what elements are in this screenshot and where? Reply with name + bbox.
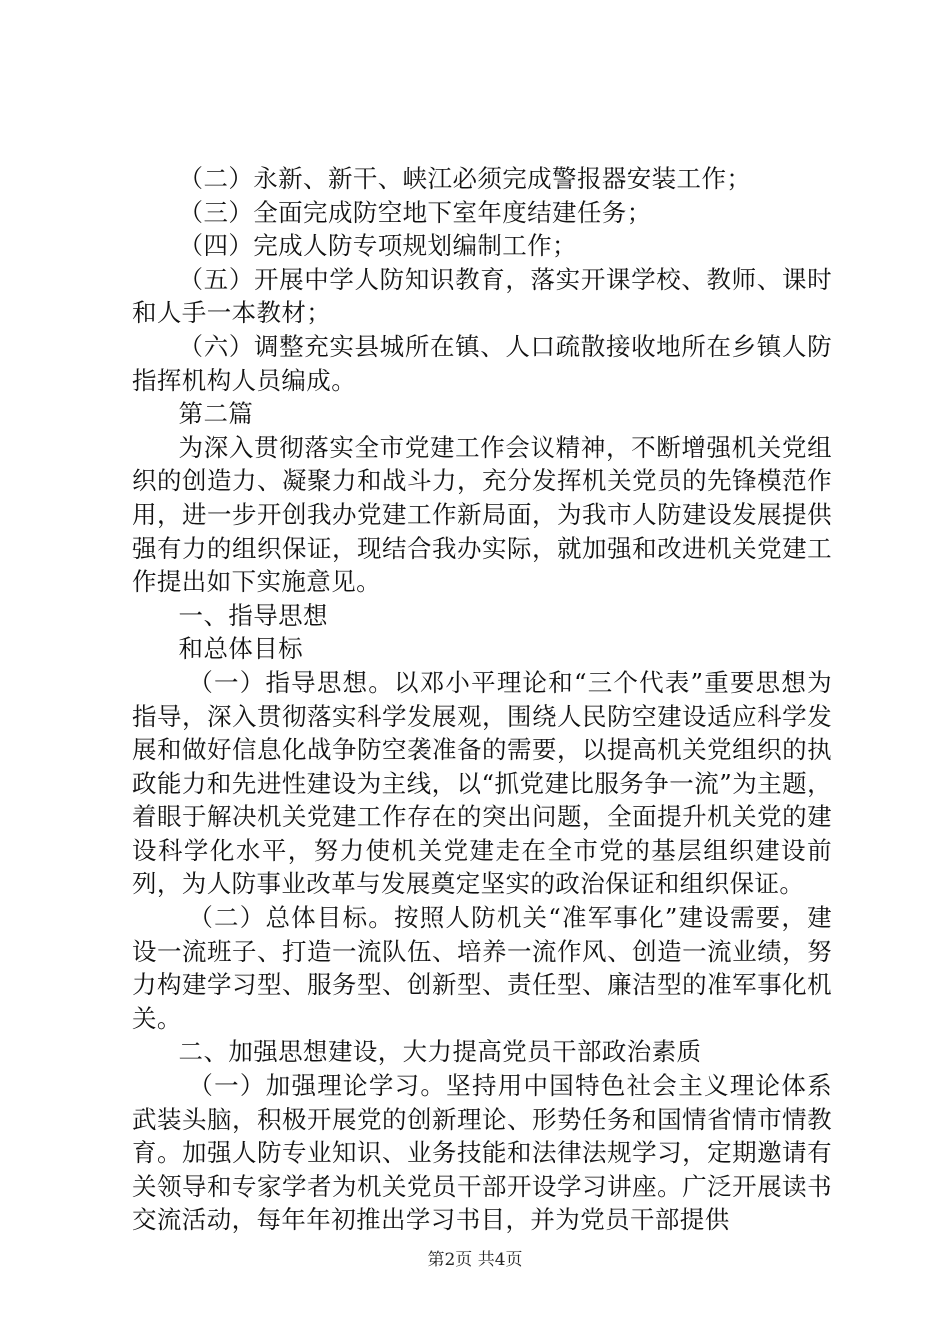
intro-paragraph: 为深入贯彻落实全市党建工作会议精神，不断增强机关党组织的创造力、凝聚力和战斗力，充分发挥机关党员的先锋模范作用，进一步开创我办党建工作新局面，为我市人防建设发展提供强有力的组织保证，现结合我办实际，就加强和改进机关党建工作提出如下实施意见。 xyxy=(132,432,832,597)
paragraph-guiding-thought: （一）指导思想。以邓小平理论和“三个代表”重要思想为指导，深入贯彻落实科学发展观，围绕人民防空建设适应科学发展和做好信息化战争防空袭准备的需要，以提高机关党组织的执政能力和先进性建设为主线，以“抓党建比服务争一流”为主题，着眼于解决机关党建工作存在的突出问题，全面提升机关党的建设科学化水平，努力使机关党建走在全市党的基层组织建设前列，为人防事业改革与发展奠定坚实的政治保证和组织保证。 xyxy=(132,667,832,899)
document-body xyxy=(132,162,832,1237)
paragraph-item-3: （三）全面完成防空地下室年度结建任务； xyxy=(178,197,652,227)
paragraph-item-2: （二）永新、新干、峡江必须完成警报器安装工作； xyxy=(178,164,752,193)
paragraph-item-6: （六）调整充实县城所在镇、人口疏散接收地所在乡镇人防指挥机构人员编成。 xyxy=(132,331,832,395)
section-title-part-two: 第二篇 xyxy=(178,399,254,429)
paragraph-item-5: （五）开展中学人防知识教育，落实开课学校、教师、课时和人手一本教材； xyxy=(132,264,832,328)
page-footer: 第2页 共4页 xyxy=(427,1250,523,1270)
paragraph-item-4: （四）完成人防专项规划编制工作； xyxy=(178,231,577,261)
heading-overall-goal: 和总体目标 xyxy=(178,634,304,664)
heading-ideological-building: 二、加强思想建设，大力提高党员干部政治素质 xyxy=(178,1037,702,1067)
heading-guiding-thought: 一、指导思想 xyxy=(178,600,328,630)
paragraph-theory-study: （一）加强理论学习。坚持用中国特色社会主义理论体系武装头脑，积极开展党的创新理论、形势任务和国情省情市情教育。加强人防专业知识、业务技能和法律法规学习，定期邀请有关领导和专家学者为机关党员干部开设学习讲座。广泛开展读书交流活动，每年年初推出学习书目，并为党员干部提供 xyxy=(132,1071,832,1235)
paragraph-overall-goal: （二）总体目标。按照人防机关“准军事化”建设需要，建设一流班子、打造一流队伍、培养一流作风、创造一流业绩，努力构建学习型、服务型、创新型、责任型、廉洁型的准军事化机关。 xyxy=(132,903,832,1033)
